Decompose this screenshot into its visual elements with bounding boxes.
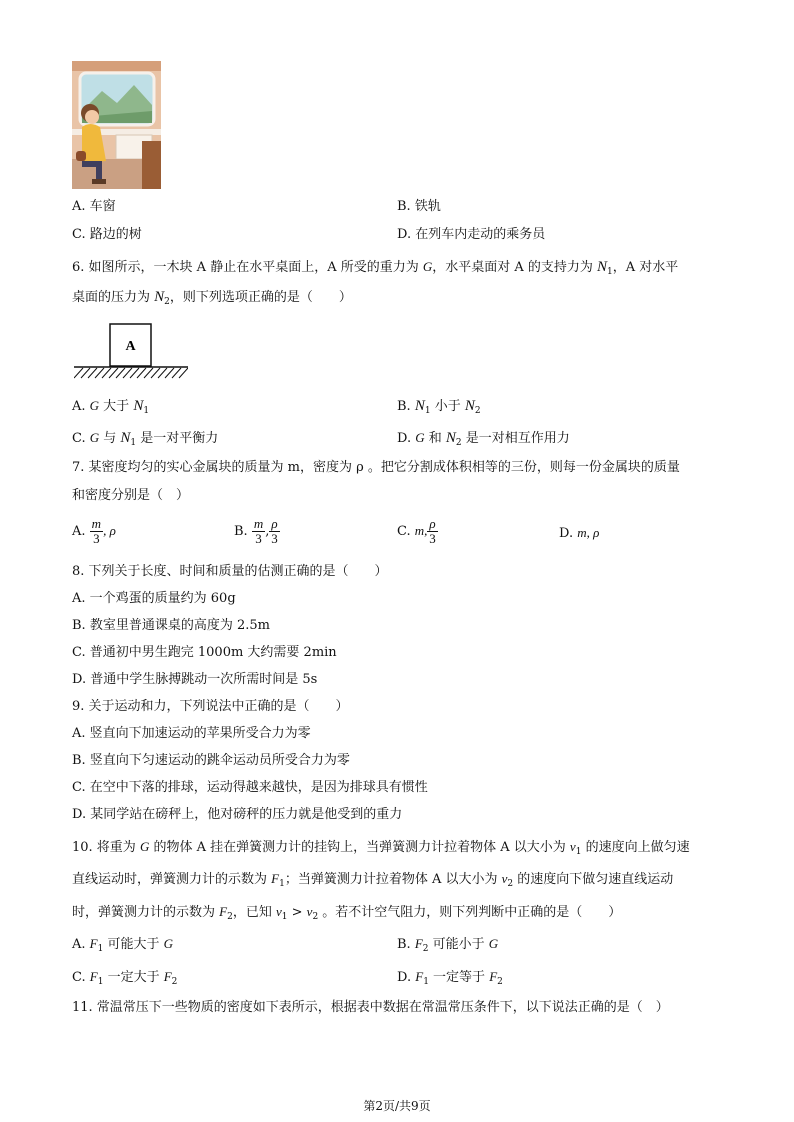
q7-option-a: A. $\frac{m}{3}$ , ρ	[72, 516, 116, 546]
q6-option-d: D. G 和 $N_2$ 是一对相互作用力	[397, 430, 570, 448]
q8-option-b: B. 教室里普通课桌的高度为 2.5m	[72, 618, 270, 633]
q6-stem-line2: 桌面的压力为 $N_2$，则下列选项正确的是（ ）	[72, 289, 352, 307]
q10-stem-line3: 时，弹簧测力计的示数为 $F_2$，已知 $v_1 > v_2$ 。若不计空气阻力，则下列判断中正确的是（ ）	[72, 904, 622, 922]
q9-option-a: A. 竖直向下加速运动的苹果所受合力为零	[72, 726, 311, 741]
q10-option-c: C. $F_1$ 一定大于 $F_2$	[72, 969, 178, 987]
q11-stem: 11. 常温常压下一些物质的密度如下表所示，根据表中数据在常温常压条件下，以下说法正确的是（ ）	[72, 1000, 669, 1015]
block-on-table-diagram	[74, 322, 188, 380]
q7-option-c: C. m, $\frac{\rho}{3}$	[397, 516, 436, 546]
q9-option-c: C. 在空中下落的排球，运动得越来越快，是因为排球具有惯性	[72, 780, 428, 795]
q6-option-c: C. G 与 $N_1$ 是一对平衡力	[72, 430, 219, 448]
q6-option-b: B. $N_1$ 小于 $N_2$	[397, 398, 481, 416]
q8-option-a: A. 一个鸡蛋的质量约为 60g	[72, 591, 236, 606]
q8-option-d: D. 普通中学生脉搏跳动一次所需时间是 5s	[72, 672, 318, 687]
q10-option-d: D. $F_1$ 一定等于 $F_2$	[397, 969, 503, 987]
q10-option-a: A. $F_1$ 可能大于 G	[72, 936, 173, 954]
q6-option-a: A. G 大于 $N_1$	[72, 398, 150, 416]
q10-stem-line1: 10. 将重为 G 的物体 A 挂在弹簧测力计的挂钩上，当弹簧测力计拉着物体 A 以大小为 $v_1$ 的速度向上做匀速	[72, 839, 690, 857]
q9-stem: 9. 关于运动和力，下列说法中正确的是（ ）	[72, 699, 349, 714]
q7-option-d: D. m, ρ	[559, 525, 600, 541]
q9-option-d: D. 某同学站在磅秤上，他对磅秤的压力就是他受到的重力	[72, 807, 403, 822]
q10-option-b: B. $F_2$ 可能小于 G	[397, 936, 499, 954]
q5-option-d: D. 在列车内走动的乘务员	[397, 227, 546, 242]
q9-option-b: B. 竖直向下匀速运动的跳伞运动员所受合力为零	[72, 753, 350, 768]
q7-stem-line1: 7. 某密度均匀的实心金属块的质量为 m，密度为 ρ 。把它分割成体积相等的三份，则每一份金属块的质量	[72, 460, 680, 475]
q5-option-c: C. 路边的树	[72, 227, 142, 242]
q7-option-b: B. $\frac{m}{3}$ , $\frac{\rho}{3}$	[234, 516, 278, 546]
block-label: A	[125, 339, 136, 354]
q8-option-c: C. 普通初中男生跑完 1000m 大约需要 2min	[72, 645, 337, 660]
q8-stem: 8. 下列关于长度、时间和质量的估测正确的是（ ）	[72, 564, 388, 579]
train-window-illustration	[72, 61, 161, 189]
q10-stem-line2: 直线运动时，弹簧测力计的示数为 $F_1$；当弹簧测力计拉着物体 A 以大小为 $v_2$ 的速度向下做匀速直线运动	[72, 871, 674, 889]
q7-stem-line2: 和密度分别是（ ）	[72, 488, 190, 503]
q5-option-b: B. 铁轨	[397, 199, 441, 214]
q6-stem-line1: 6. 如图所示，一木块 A 静止在水平桌面上，A 所受的重力为 G，水平桌面对 A 的支持力为 $N_1$，A 对水平	[72, 259, 679, 277]
page-footer: 第2页/共9页	[363, 1099, 431, 1113]
q5-option-a: A. 车窗	[72, 199, 116, 214]
